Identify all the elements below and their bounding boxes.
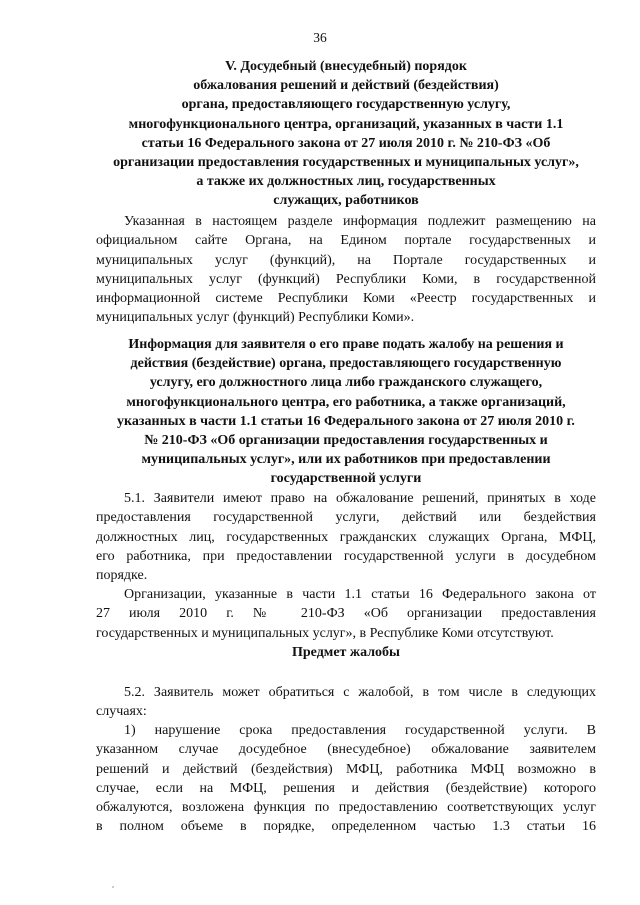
heading-line: органа, предоставляющего государственную услугу,: [181, 97, 511, 113]
heading-line: указанных в части 1.1 статьи 16 Федерального закона от 27 июля 2010 г.: [117, 413, 575, 429]
heading-line: а также их должностных лиц, государственных: [196, 174, 496, 190]
paragraph-line: в полном объеме в порядке, определенном частью 1.3 статьи 16: [96, 819, 596, 835]
subject-heading: [96, 643, 596, 662]
paragraph-line: предоставления государственной услуги, действий или бездействия: [96, 510, 596, 526]
section-v-heading: [96, 57, 596, 211]
paragraph-line: информационной системе Республики Коми «Реестр государственных и: [96, 291, 596, 307]
paragraph-line: его работника, при предоставлении государственной услуги в досудебном: [96, 548, 596, 564]
page-number: 36: [313, 30, 327, 45]
heading-line: муниципальных услуг», или их работников при предоставлении: [141, 452, 551, 468]
heading-line: обжалования решений и действий (бездействия): [193, 78, 499, 94]
item-1: [96, 721, 596, 837]
heading-line: действия (бездействие) органа, предоставляющего государственную: [130, 356, 562, 372]
paragraph-line: государственных и муниципальных услуг», в Республике Коми отсутствуют.: [96, 625, 554, 641]
paragraph-line: случаях:: [96, 704, 147, 720]
paragraph-line: муниципальных услуг (функций) Республики Коми».: [96, 310, 415, 326]
heading-line: многофункционального центра, его работника, а также организаций,: [126, 394, 566, 410]
heading-line: Предмет жалобы: [292, 645, 400, 660]
paragraph-line: Указанная в настоящем разделе информация подлежит размещению на: [124, 214, 596, 229]
organizations-paragraph: [96, 585, 596, 643]
paragraph-line: решений и действий (бездействия) МФЦ, работника МФЦ возможно в: [96, 761, 596, 777]
heading-line: государственной услуги: [270, 471, 422, 487]
paragraph-line: 27 июля 2010 г. № 210-ФЗ «Об организации предоставления: [96, 606, 596, 622]
paragraph-line: официальном сайте Органа, на Едином портале государственных и: [96, 233, 596, 249]
paragraph-line: муниципальных услуг (функций) Республики Коми, в государственной: [96, 271, 596, 287]
heading-line: V. Досудебный (внесудебный) порядок: [225, 59, 467, 74]
paragraph-line: 5.1. Заявители имеют право на обжалование решений, принятых в ходе: [124, 491, 596, 506]
heading-line: организации предоставления государственных и муниципальных услуг»,: [113, 155, 579, 171]
paragraph-line: 1) нарушение срока предоставления государственной услуги. В: [124, 723, 596, 738]
clause-5-1: [96, 489, 596, 585]
heading-line: № 210-ФЗ «Об организации предоставления государственных и: [144, 433, 548, 449]
paragraph-line: муниципальных услуг (функций), на Портале государственных и: [96, 252, 596, 268]
paragraph-line: случае, если на МФЦ, решения и действия (бездействие) которого: [96, 780, 596, 796]
info-heading: [96, 335, 596, 489]
heading-line: статьи 16 Федерального закона от 27 июля 2010 г. № 210-ФЗ «Об: [141, 135, 551, 151]
heading-line: услугу, его должностного лица либо гражданского служащего,: [149, 375, 543, 391]
paragraph-line: Организации, указанные в части 1.1 статьи 16 Федерального закона от: [124, 587, 596, 602]
paragraph-line: обжалуются, возложена функция по предоставлению соответствующих услуг: [96, 800, 596, 816]
intro-paragraph: [96, 212, 596, 328]
paragraph-line: указанном случае досудебное (внесудебное) обжалование заявителем: [96, 742, 596, 758]
paragraph-line: 5.2. Заявитель может обратиться с жалобой, в том числе в следующих: [124, 685, 596, 700]
heading-line: служащих, работников: [273, 193, 419, 209]
heading-line: многофункционального центра, организаций, указанных в части 1.1: [128, 116, 564, 132]
heading-line: Информация для заявителя о его праве подать жалобу на решения и: [128, 337, 564, 352]
clause-5-2: [96, 683, 596, 722]
scan-speck: [112, 886, 114, 888]
paragraph-line: должностных лиц, государственных гражданских служащих Органа, МФЦ,: [96, 529, 596, 545]
paragraph-line: порядке.: [96, 568, 148, 584]
